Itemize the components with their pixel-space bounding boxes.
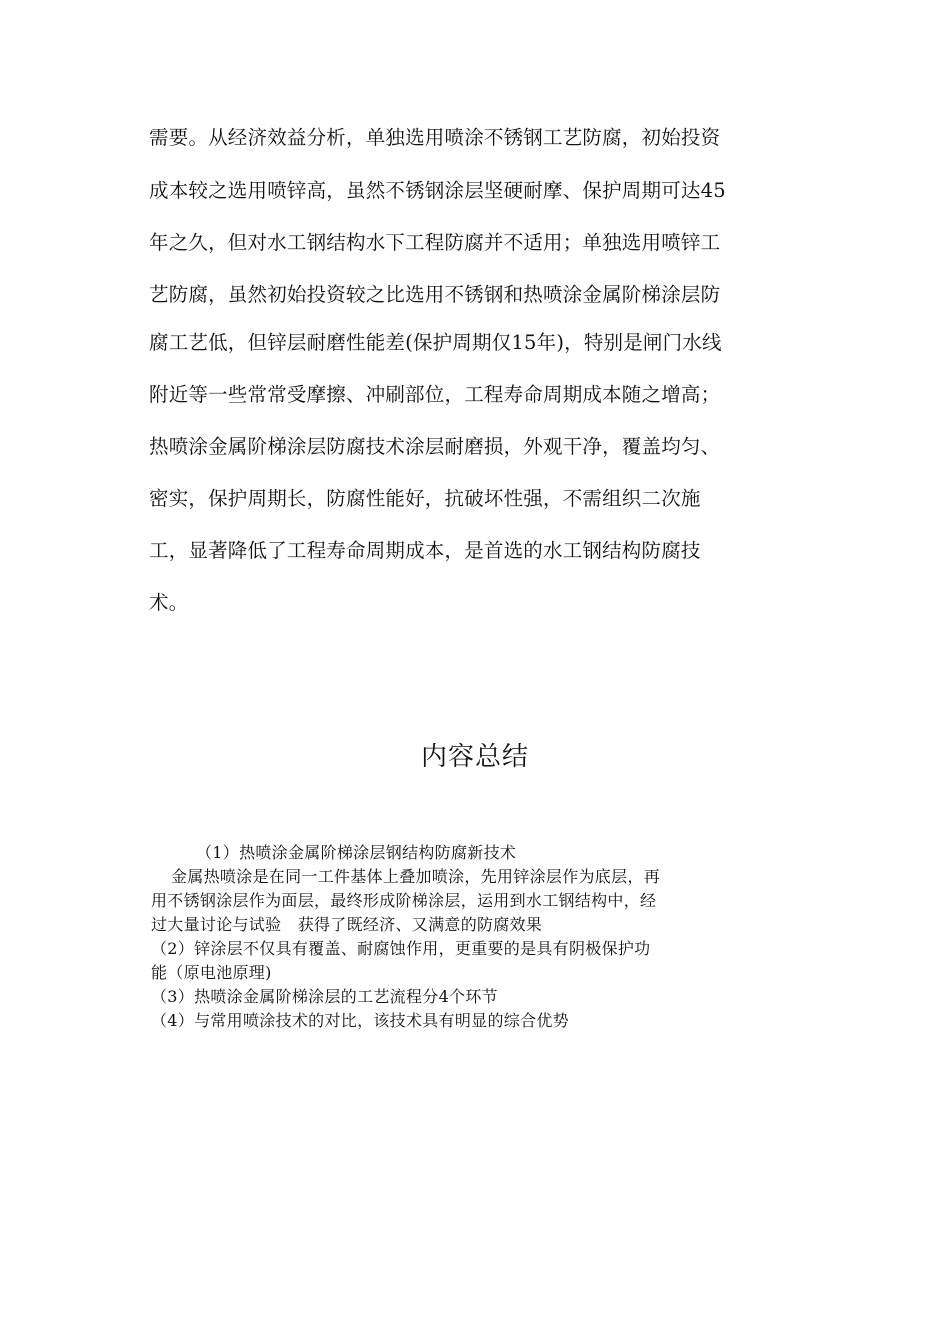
body-line: 密实，保护周期长，防腐性能好，抗破坏性强，不需组织二次施 (149, 487, 701, 510)
body-line: 热喷涂金属阶梯涂层防腐技术涂层耐磨损，外观干净，覆盖均匀、 (149, 435, 721, 458)
body-line: 附近等一些常常受摩擦、冲刷部位，工程寿命周期成本随之增高； (149, 383, 721, 406)
body-line: 腐工艺低，但锌层耐磨性能差(保护周期仅15年)，特别是闸门水线 (149, 331, 722, 354)
summary-line: 能（原电池原理) (151, 963, 272, 982)
body-line: 艺防腐，虽然初始投资较之比选用不锈钢和热喷涂金属阶梯涂层防 (149, 283, 721, 306)
body-line: 成本较之选用喷锌高，虽然不锈钢涂层坚硬耐摩、保护周期可达45 (149, 179, 726, 202)
body-line: 年之久，但对水工钢结构水下工程防腐并不适用；单独选用喷锌工 (149, 231, 721, 254)
summary-title: 内容总结 (420, 742, 529, 772)
summary-line: 过大量讨论与试验 获得了既经济、又满意的防腐效果 (151, 915, 543, 934)
summary-item: （4）与常用喷涂技术的对比，该技术具有明显的综合优势 (151, 1011, 569, 1030)
summary-item: （3）热喷涂金属阶梯涂层的工艺流程分4个环节 (151, 987, 498, 1006)
body-line: 工，显著降低了工程寿命周期成本，是首选的水工钢结构防腐技 (149, 539, 701, 562)
body-line: 需要。从经济效益分析，单独选用喷涂不锈钢工艺防腐，初始投资 (149, 126, 721, 149)
summary-line: 金属热喷涂是在同一工件基体上叠加喷涂，先用锌涂层作为底层，再 (171, 867, 661, 886)
summary-line: 用不锈钢涂层作为面层，最终形成阶梯涂层，运用到水工钢结构中，经 (151, 891, 657, 910)
summary-item: （1）热喷涂金属阶梯涂层钢结构防腐新技术 (196, 843, 517, 862)
summary-item: （2）锌涂层不仅具有覆盖、耐腐蚀作用，更重要的是具有阴极保护功 (151, 939, 651, 958)
body-line: 术。 (149, 591, 189, 614)
